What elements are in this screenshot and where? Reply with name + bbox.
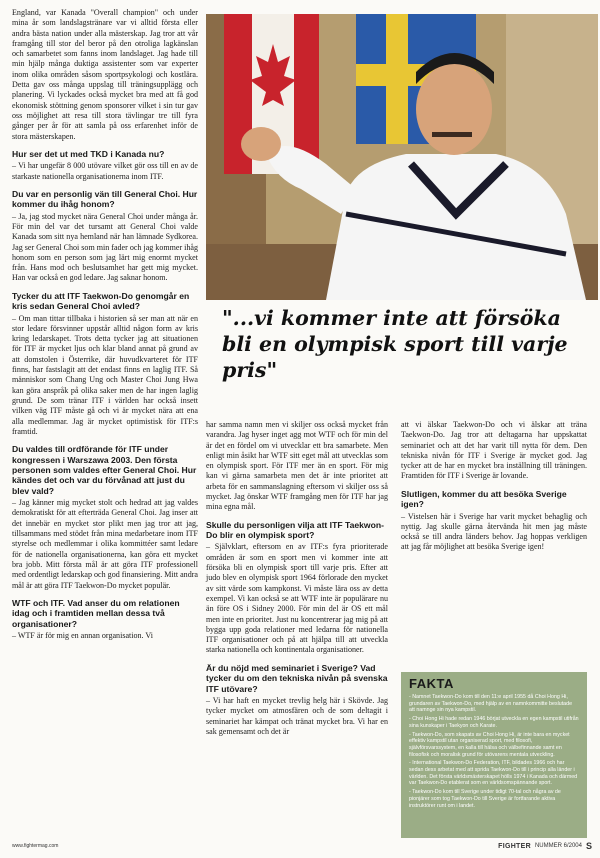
footer-info xyxy=(498,841,592,851)
answer-paragraph: har samma namn men vi skiljer oss också mycket från varandra. Jag hyser inget agg mot WTF och för min del är det en fördel om vi utvecklar ett bra samarbete. Men enligt min åsikt har WTF sitt eget mål att utvecklas som en olympisk sport. För ITF mer än en sport. För mig kan vi gärna samarbeta men det är inte prioritet att arbeta för en sammanslagning eftersom vi skiljer oss så mycket. Jag önskar WTF framgång men för ITF har jag mina egna mål. xyxy=(206,420,388,512)
magazine-brand: FIGHTER xyxy=(498,842,531,850)
question-heading: Du valdes till ordförande för ITF under kongressen i Warszawa 2003. Den första personen som valdes efter General Choi. Hur kändes det och var du förvånad att just du blev vald? xyxy=(12,444,197,496)
question-heading: Hur ser det ut med TKD i Kanada nu? xyxy=(12,148,165,159)
article-column-3 xyxy=(401,420,587,556)
question-heading: Är du nöjd med seminariet i Sverige? Vad tycker du om den tekniska nivån på svenska ITF utövare? xyxy=(206,662,388,694)
answer-paragraph: att vi älskar Taekwon-Do och vi älskar att träna Taekwon-Do. Jag tror att deltagarna har uppskattat seminariet och att det har varit till nytta för dem. Den tekniska nivån för ITF i Sverige är mycket god. Jag tycker att de har en mycket bra inställning till träningen. Framtiden för ITF i Sverige är lovande. xyxy=(401,420,587,481)
answer-paragraph: – Jag känner mig mycket stolt och hedrad att jag valdes demokratiskt för att efterträda General Choi. Jag inser att det innebär en mycket stor plikt men jag tror att jag, tillsammans med stödet från mina medarbetare inom ITF styrelse och medlemmar i olika kommittéer samt ledare för de nationella organisationerna, kan göra ett mycket bra jobb. Mitt första mål är att göra ITF professionell med ordentligt ledarskap och god finansiering. Mitt andra mål är att göra ITF Taekwon-Do mycket populär. xyxy=(12,498,198,590)
article-column-1 xyxy=(12,8,198,644)
footer-url[interactable]: www.fightermag.com xyxy=(12,843,59,849)
answer-paragraph: – Självklart, eftersom en av ITF:s fyra prioriterade områden är som en sport men vi kommer inte att försöka bli en olympisk sport till varje pris. Efter att judo blev en olympisk sport 1964 förlorade den mycket av sitt värde som kampkonst. Vi måste lära oss av detta exempel. Vi kan också se att WTF inte är populärare nu än före OS i Sidney 2000. För min del är OS ett mål men inte en prioritet. Just nu koncentrerar jag mig på att bygga upp goda relationer med ledarna för nationella ITF organisationer och på att hjälpa till att utveckla starka nationella och kontinentala organisationer. xyxy=(206,542,388,655)
page-number: S xyxy=(585,841,592,851)
question-heading: Du var en personlig vän till General Choi. Hur kommer du ihåg honom? xyxy=(12,188,198,210)
intro-paragraph: England, var Kanada "Overall champion" och under mina år som landslagstränare var vi alltid första eller andra bästa nation under alla mästerskap. Jag tror att vår framgång till stor del beror på den otroliga lagkänslan och samarbetet som fanns inom landslaget. Jag hade till min hjälp många duktiga assistenter som var experter inom olika områden såsom sportpsykologi och kostlära. Detta gav oss många uppslag till träningsupplägg och planering. Vi lyckades också mycket bra med att få god ekonomisk stöttning genom sponsorer vilket i sin tur gav oss möjlighet att resa till stora tävlingar tre till fyra gånger per år för att samla på oss erfarenhet inför de stora mästerskapen. xyxy=(12,8,198,141)
fakta-list xyxy=(401,694,587,809)
pull-quote: "...vi kommer inte att försöka bli en olympisk sport till varje pris" xyxy=(222,306,568,382)
answer-paragraph: – WTF är för mig en annan organisation. Vi xyxy=(12,631,153,641)
answer-paragraph: – Vi har ungefär 8 000 utövare vilket gör oss till en av de starkaste nationella organisationerna inom ITF. xyxy=(12,161,198,181)
fakta-item: - Taekwon-Do kom till Sverige under tidigt 70-tal och några av de pionjärer som tog Taekwon-Do till Sverige är fortfarande aktiva instruktörer runt om i landet. xyxy=(409,789,561,809)
answer-paragraph: – Ja, jag stod mycket nära General Choi under många år. För min del var det tursamt att General Choi valde Kanada som sitt nya hemland när han lämnade Sydkorea. Jag ser General Choi som min fader och jag kommer ihåg honom som en person som jag lärt mig enormt mycket från. Hans mod och beslutsamhet har gett mig mycket. Han var också en god ledare. Jag saknar honom. xyxy=(12,211,198,283)
answer-paragraph: – Vi har haft en mycket trevlig helg här i Skövde. Jag tycker mycket om atmosfären och de som deltagit i seminariet har kämpat och tränat mycket bra. Vi har en sak gemensamt och det är xyxy=(206,695,388,736)
article-column-2 xyxy=(206,420,388,740)
question-heading: Skulle du personligen vilja att ITF Taekwon-Do blir en olympisk sport? xyxy=(206,519,384,541)
fakta-item: - Choi Hong Hi hade redan 1946 börjat utveckla en egen kampstil utifrån sina kunskaper i Taekyon och Karate. xyxy=(409,716,579,729)
issue-number: NUMMER 6/2004 xyxy=(534,843,582,849)
question-heading: Tycker du att ITF Taekwon-Do genomgår en kris sedan General Choi avled? xyxy=(12,290,190,312)
interview-photo xyxy=(206,14,598,300)
question-heading: Slutligen, kommer du att besöka Sverige igen? xyxy=(401,488,567,510)
answer-paragraph: – Om man tittar tillbaka i historien så ser man att när en stor ledare försvinner uppstår alltid någon form av kris kring ledarskapet. Trots detta tycker jag att situationen för ITF är mycket ljus och klar bland annat på grund av att domstolen i Österrike, där huvudkvarteret för ITF finns, har fastslagit att det endast finns en laglig ITF. Så människor som Chang Ung och Master Choi Jung Hwa kan göra anspråk på olika saker men de har ingen laglig grund. De som tränar ITF i världen har också insett vilken väg ITF måste gå och vi är mycket nära att ena alla medlemmar. Jag är mycket optimistisk för ITF:s framtid. xyxy=(12,313,198,436)
fakta-box xyxy=(401,672,587,838)
photo-illustration xyxy=(206,14,598,300)
fakta-title: FAKTA xyxy=(409,676,454,691)
fakta-item: - Namnet Taekwon-Do kom till den 11:e april 1955 då Choi Hong Hi, grundaren av Taekwon-Do, med hjälp av en namnkommitte beslutade att namnge sin nya kampstil. xyxy=(409,694,573,714)
question-heading: WTF och ITF. Vad anser du om relationen idag och i framtiden mellan dessa två organisationer? xyxy=(12,597,180,629)
fakta-item: - International Taekwon-Do Federation, ITF, bildades 1966 och har sedan dess arbetat med att sprida Taekwon-Do till i princip alla länder i världen. Det första världsmästerskapet hölls 1974 i Kanada och därmed var Taekwon-Do etablerat som en världsomspännande sport. xyxy=(409,760,578,787)
answer-paragraph: – Vistelsen här i Sverige har varit mycket behaglig och nyttig. Jag skulle gärna återvända hit men jag måste också se till andra länders behov. Jag hoppas verkligen att jag får möjlighet att besöka Sverige igen! xyxy=(401,511,587,552)
fakta-item: - Taekwon-Do, som skapats av Choi Hong Hi, är inte bara en mycket effektiv kampstil utan organiserad sport, med filosofi, självförsvarssystem, en kalla till hälsa och välbefinnande samt en filosofisk och moralisk grund för utövarens mentala utveckling. xyxy=(409,731,570,758)
